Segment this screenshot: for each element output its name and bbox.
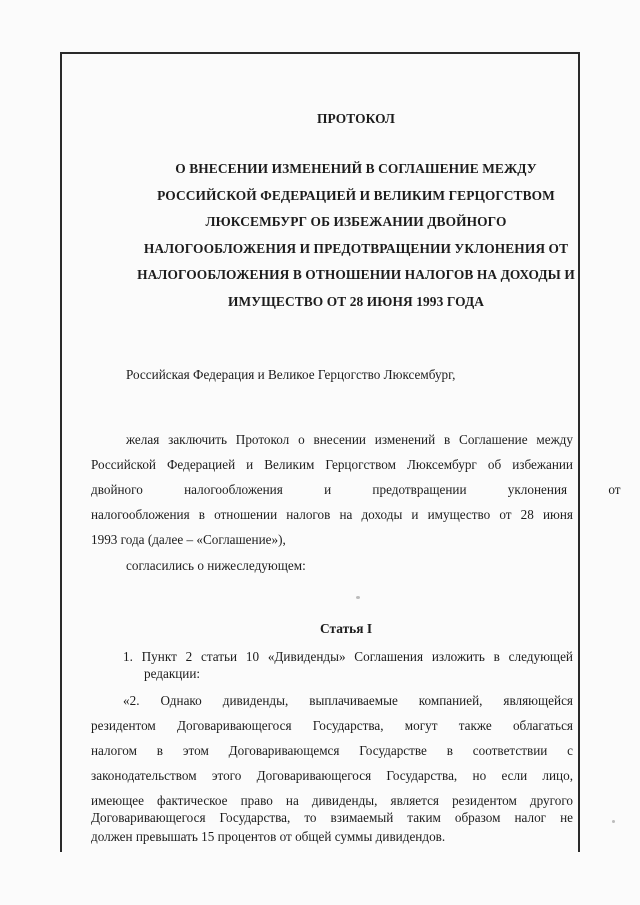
preamble-line: Российской Федерацией и Великим Герцогством Люксембург об избежании [91,457,573,472]
parties-line: Российская Федерация и Великое Герцогство Люксембург, [126,367,456,382]
scan-speck [356,596,360,599]
article-title: Статья I [320,621,373,636]
item-line: 1. Пункт 2 статьи 10 «Дивиденды» Соглашения изложить в следующей [123,649,573,664]
heading-line: РОССИЙСКОЙ ФЕДЕРАЦИЕЙ И ВЕЛИКИМ ГЕРЦОГСТВОМ [157,187,555,203]
item-line: редакции: [144,666,201,681]
quote-line: законодательством этого Договаривающегося Государства, но если лицо, [91,768,573,783]
quote-line: должен превышать 15 процентов от общей суммы дивидендов. [91,829,446,844]
border-gap [60,852,580,862]
preamble-line: налогообложения в отношении налогов на доходы и имущество от 28 июня [91,507,573,522]
document-heading [120,156,592,315]
heading-line: ЛЮКСЕМБУРГ ОБ ИЗБЕЖАНИИ ДВОЙНОГО [205,214,507,229]
quote-line: имеющее фактическое право на дивиденды, является резидентом другого [91,793,573,808]
heading-line: НАЛОГООБЛОЖЕНИЯ В ОТНОШЕНИИ НАЛОГОВ НА ДОХОДЫ И [137,267,575,282]
quote-line: Договаривающегося Государства, то взимаемый таким образом налог не [91,810,573,825]
quote-line: налогом в этом Договаривающемся Государстве в соответствии с [91,743,573,758]
heading-line: ИМУЩЕСТВО ОТ 28 ИЮНЯ 1993 ГОДА [227,293,485,309]
agreed-line: согласились о нижеследующем: [126,558,306,573]
preamble-line: желая заключить Протокол о внесении изменений в Соглашение между [126,432,573,447]
preamble-line: двойного налогообложения и предотвращении уклонения от [91,482,621,497]
heading-line: О ВНЕСЕНИИ ИЗМЕНЕНИЙ В СОГЛАШЕНИЕ МЕЖДУ [175,161,537,176]
quote-line: «2. Однако дивиденды, выплачиваемые компанией, являющейся [123,693,573,708]
preamble-line: 1993 года (далее – «Соглашение»), [91,532,286,547]
scan-speck [612,820,615,823]
document-title: ПРОТОКОЛ [316,111,395,126]
heading-line: НАЛОГООБЛОЖЕНИЯ И ПРЕДОТВРАЩЕНИИ УКЛОНЕНИЯ ОТ [143,240,569,256]
quote-line: резидентом Договаривающегося Государства, могут также облагаться [91,718,573,733]
